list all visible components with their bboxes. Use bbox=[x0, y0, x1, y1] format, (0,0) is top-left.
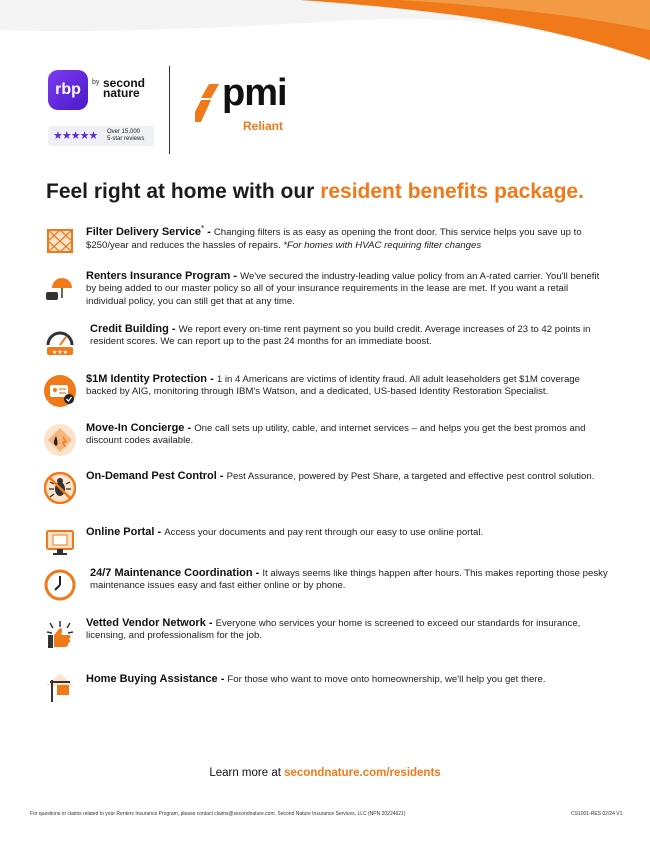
rbp-logo: rbp bbox=[48, 70, 88, 110]
benefit-body: We report every on-time rent payment so you build credit. Average increases of 23 to 42 points in resident scores. We can report up to the past 24 months for an immediate boost. bbox=[90, 324, 591, 348]
id-card-icon bbox=[44, 375, 76, 407]
learn-more-link[interactable]: secondnature.com/residents bbox=[284, 767, 441, 779]
second-nature-logo: second nature bbox=[103, 76, 146, 100]
benefit-body: It always seems like things happen after hours. This makes reporting those pesky maintenance issues easy and fast either online or by phone. bbox=[90, 568, 608, 592]
headline-highlight: resident benefits package. bbox=[320, 180, 584, 203]
stars-icon: ★★★★★ bbox=[53, 130, 98, 142]
logo-divider bbox=[169, 66, 170, 154]
benefit-body: Access your documents and pay rent through our easy to use online portal. bbox=[164, 527, 484, 538]
benefit-identity-protection: $1M Identity Protection - 1 in 4 Americans are victims of identity fraud. All adult leaseholders get $1M coverage backed by AIG, monitoring through IBM's Watson, and a dedicated, US-based Identity Restoration Specialist. bbox=[44, 373, 604, 413]
page-headline: Feel right at home with our resident benefits package. bbox=[46, 180, 584, 203]
pmi-logo: pmi bbox=[222, 72, 287, 114]
benefit-title: Credit Building bbox=[90, 323, 169, 335]
utilities-icon bbox=[44, 424, 76, 456]
benefit-title: Online Portal bbox=[86, 526, 155, 538]
thumbs-up-icon bbox=[44, 619, 76, 651]
benefit-body: Pest Assurance, powered by Pest Share, a targeted and effective pest control solution. bbox=[226, 471, 595, 482]
benefit-pest-control: On-Demand Pest Control - Pest Assurance, powered by Pest Share, a targeted and effective pest control solution. bbox=[44, 470, 604, 510]
benefit-title: 24/7 Maintenance Coordination bbox=[90, 567, 253, 579]
benefit-body: We've secured the industry-leading value policy from an A-rated carrier. You'll benefit by being added to our master policy so all of your insurance requirements in the lease are met. If you want a retail individual policy, you can still get that at any time. bbox=[86, 271, 600, 307]
benefit-title: On-Demand Pest Control bbox=[86, 470, 217, 482]
benefit-title: $1M Identity Protection bbox=[86, 373, 208, 385]
benefit-vendor-network: Vetted Vendor Network - Everyone who services your home is screened to exceed our standards for insurance, licensing, and professionalism for the job. bbox=[44, 617, 604, 657]
logos bbox=[48, 62, 348, 157]
credit-gauge-icon bbox=[44, 325, 76, 357]
benefit-credit-building: ★★★ Credit Building - We report every on-time rent payment so you build credit. Average increases of 23 to 42 points in resident scores. We can report up to the past 24 months for an immediate boost. bbox=[44, 323, 604, 363]
sold-sign-icon bbox=[44, 672, 76, 704]
benefit-online-portal: Online Portal - Access your documents and pay rent through our easy to use online portal. bbox=[44, 524, 604, 564]
filter-icon bbox=[44, 225, 76, 257]
no-bug-icon bbox=[44, 472, 76, 504]
reviews-text: Over 15,000 5-star reviews bbox=[107, 129, 145, 142]
benefit-title: Vetted Vendor Network bbox=[86, 617, 206, 629]
benefit-renters-insurance: Renters Insurance Program - We've secured the industry-leading value policy from an A-rated carrier. You'll benefit by being added to our master policy so all of your insurance requirements in the lease are met. If you want a retail individual policy, you can still get that at any time. bbox=[44, 270, 604, 310]
benefit-body: One call sets up utility, cable, and internet services – and helps you get the best promos and discount codes available. bbox=[86, 423, 586, 447]
footer-code: CS1001-RES 02/24 V1 bbox=[571, 811, 623, 817]
by-label: by bbox=[92, 79, 100, 86]
benefit-title: Filter Delivery Service bbox=[86, 226, 201, 239]
benefit-title: Move-In Concierge bbox=[86, 422, 185, 434]
reliant-label: Reliant bbox=[243, 119, 284, 133]
reviews-badge bbox=[48, 126, 154, 146]
benefit-body: Changing filters is as easy as opening the front door. This service helps you save up to $250/year and reduces the hassles of repairs. bbox=[86, 227, 582, 251]
benefit-title: Home Buying Assistance bbox=[86, 673, 218, 685]
clock-icon bbox=[44, 569, 76, 601]
svg-text:★★★: ★★★ bbox=[51, 350, 69, 356]
benefit-title: Renters Insurance Program bbox=[86, 270, 231, 282]
header-wave bbox=[0, 0, 650, 70]
learn-more: Learn more at secondnature.com/residents bbox=[209, 767, 441, 779]
benefit-body: For those who want to move onto homeownership, we'll help you get there. bbox=[227, 674, 546, 685]
benefit-filter-delivery: Filter Delivery Service* - Changing filters is as easy as opening the front door. This service helps you save up to $250/year and reduces the hassles of repairs. *For homes with HVAC requiring filter changes bbox=[44, 223, 604, 263]
benefit-body: 1 in 4 Americans are victims of identity fraud. All adult leaseholders get $1M coverage backed by AIG, monitoring through IBM's Watson, and a dedicated, US-based Identity Restoration Specialist. bbox=[86, 374, 580, 398]
footer-disclaimer: For questions or claims related to your Renters Insurance Program, please contact claims@secondnature.com. Second Nature Insurance Services, LLC (NPN 20224621) bbox=[30, 811, 406, 817]
benefit-move-in-concierge: Move-In Concierge - One call sets up utility, cable, and internet services – and helps you get the best promos and discount codes available. bbox=[44, 422, 604, 462]
benefit-body: Everyone who services your home is screened to exceed our standards for insurance, licensing, and professionalism for the job. bbox=[86, 618, 581, 642]
umbrella-hand-icon bbox=[44, 272, 76, 304]
benefit-note: *For homes with HVAC requiring filter changes bbox=[283, 239, 482, 251]
computer-icon bbox=[44, 526, 76, 558]
benefit-maintenance: 24/7 Maintenance Coordination - It always seems like things happen after hours. This makes reporting those pesky maintenance issues easy and fast either online or by phone. bbox=[44, 567, 604, 607]
pmi-mark-icon bbox=[195, 84, 219, 122]
benefit-home-buying: Home Buying Assistance - For those who want to move onto homeownership, we'll help you get there. bbox=[44, 670, 604, 710]
